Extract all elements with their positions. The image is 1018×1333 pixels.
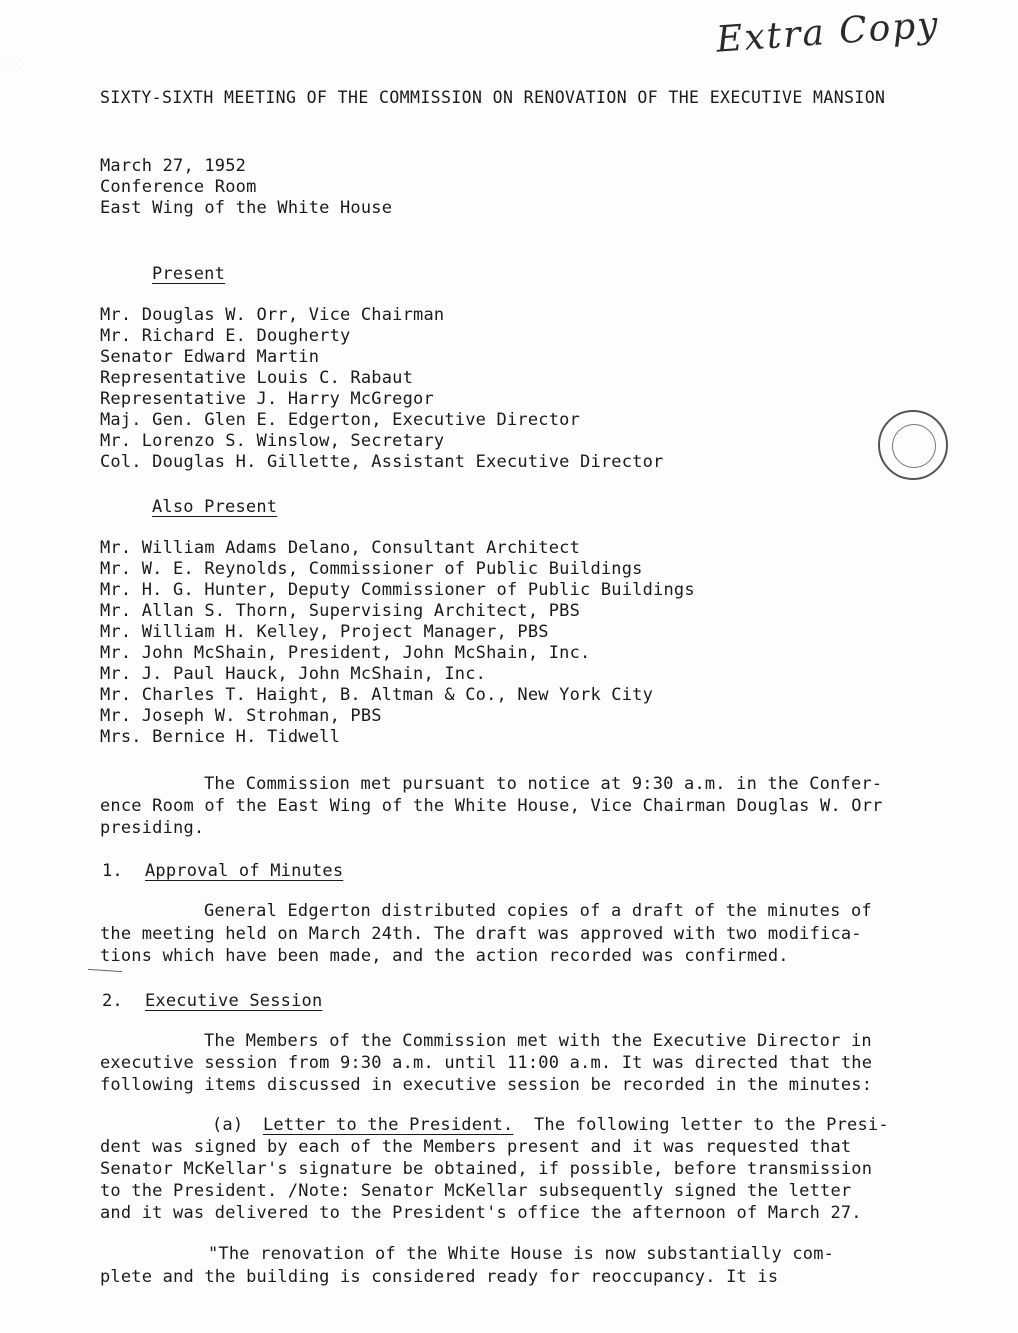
also-present-name: Mr. W. E. Reynolds, Commissioner of Public Buildings [100,559,643,579]
also-present-name: Mr. William H. Kelley, Project Manager, PBS [100,622,549,642]
item-text: and it was delivered to the President's office the afternoon of March 27. [100,1203,862,1223]
present-name: Representative Louis C. Rabaut [100,368,414,388]
meeting-room: Conference Room [100,177,257,197]
handwritten-annotation: Extra Copy [714,4,941,61]
intro-line: presiding. [100,818,205,838]
also-present-name: Mr. Allan S. Thorn, Supervising Architect, PBS [100,601,581,621]
also-present-name: Mr. Joseph W. Strohman, PBS [100,706,382,726]
item-heading: Letter to the President. [263,1115,514,1135]
archive-stamp-ring [892,424,936,468]
also-present-name: Mrs. Bernice H. Tidwell [100,727,341,747]
quoted-letter-line: plete and the building is considered ready for reoccupancy. It is [100,1267,779,1287]
item-label: (a) [212,1115,244,1135]
section-number: 1. [102,861,123,881]
present-name: Maj. Gen. Glen E. Edgerton, Executive Director [100,410,581,430]
also-present-name: Mr. John McShain, President, John McShain, Inc. [100,643,591,663]
present-name: Mr. Richard E. Dougherty [100,326,351,346]
also-present-name: Mr. William Adams Delano, Consultant Architect [100,538,581,558]
section-text: executive session from 9:30 a.m. until 11:00 a.m. It was directed that the [100,1053,873,1073]
item-text: The following letter to the Presi- [534,1115,889,1135]
present-name: Representative J. Harry McGregor [100,389,434,409]
item-text: to the President. /Note: Senator McKellar subsequently signed the letter [100,1181,852,1201]
document-title: SIXTY-SIXTH MEETING OF THE COMMISSION ON RENOVATION OF THE EXECUTIVE MANSION [100,88,886,107]
section-text: following items discussed in executive session be recorded in the minutes: [100,1075,873,1095]
also-present-name: Mr. Charles T. Haight, B. Altman & Co., New York City [100,685,654,705]
section-number: 2. [102,991,123,1011]
section-heading: Approval of Minutes [145,861,344,881]
archive-stamp [878,410,948,480]
also-present-name: Mr. H. G. Hunter, Deputy Commissioner of Public Buildings [100,580,695,600]
also-present-heading: Also Present [152,497,278,517]
section-text: The Members of the Commission met with the Executive Director in [204,1031,872,1051]
meeting-place: East Wing of the White House [100,198,393,218]
section-text: the meeting held on March 24th. The draft was approved with two modifica- [100,924,862,944]
section-text: General Edgerton distributed copies of a draft of the minutes of [204,901,872,921]
present-heading: Present [152,264,226,284]
item-text: Senator McKellar's signature be obtained, if possible, before transmission [100,1159,873,1179]
section-text: tions which have been made, and the action recorded was confirmed. [100,946,789,966]
present-name: Mr. Douglas W. Orr, Vice Chairman [100,305,445,325]
item-text: dent was signed by each of the Members present and it was requested that [100,1137,852,1157]
scan-speck: · · · [5,60,19,69]
present-name: Mr. Lorenzo S. Winslow, Secretary [100,431,445,451]
intro-line: ence Room of the East Wing of the White House, Vice Chairman Douglas W. Orr [100,796,883,816]
also-present-name: Mr. J. Paul Hauck, John McShain, Inc. [100,664,487,684]
present-name: Col. Douglas H. Gillette, Assistant Executive Director [100,452,664,472]
quoted-letter-line: "The renovation of the White House is now substantially com- [208,1244,835,1264]
present-name: Senator Edward Martin [100,347,320,367]
meeting-date: March 27, 1952 [100,156,247,176]
intro-line: The Commission met pursuant to notice at 9:30 a.m. in the Confer- [204,774,883,794]
margin-mark [88,969,122,972]
section-heading: Executive Session [145,991,323,1011]
